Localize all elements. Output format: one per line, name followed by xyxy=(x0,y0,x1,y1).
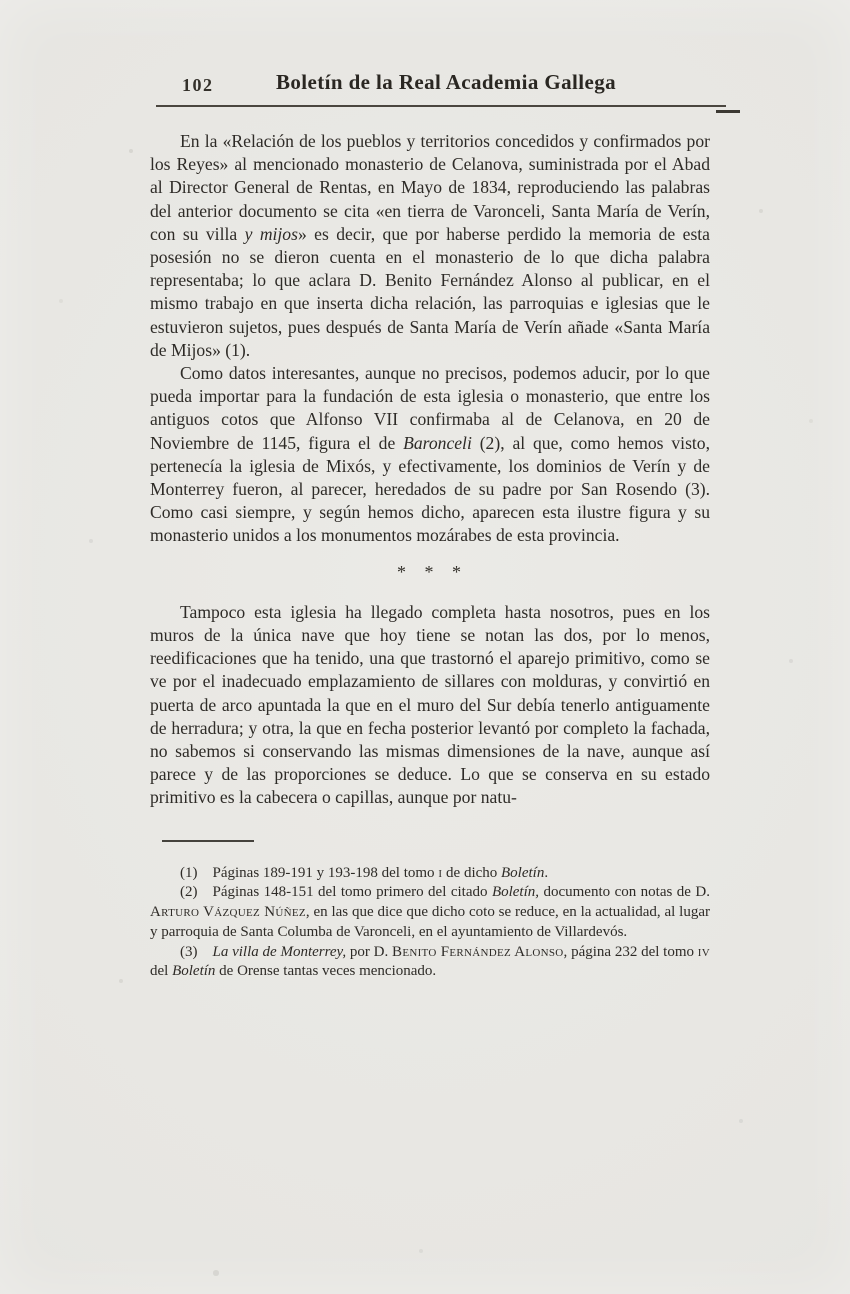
text-run: (2) Páginas 148-151 del tomo primero del citado xyxy=(180,884,492,901)
footnote xyxy=(150,943,710,982)
text-run: de Orense tantas veces mencionado. xyxy=(215,963,437,980)
text-run: , en las que dice que dicho coto se reduce, en la actualidad, al lugar y parroquia de Santa Columba de Varonceli, en el ayuntamiento de Villardevós. xyxy=(150,904,710,940)
text-run: Como datos interesantes, aunque no precisos, podemos aducir, por lo que pueda importar para la fundación de esta iglesia o monasterio, que entre los antiguos cotos que Alfonso VII confirmaba al de Celanova, en 20 de Noviembre de 1145, figura el de xyxy=(150,363,710,453)
text-run: . xyxy=(544,864,549,881)
text-run: (3) xyxy=(180,943,213,960)
footnote xyxy=(150,864,710,884)
asterisk-separator: * * * xyxy=(397,561,463,582)
text-run: y mijos xyxy=(244,223,298,244)
text-run: Arturo Vázquez Núñez xyxy=(150,904,306,921)
text-run: » es decir, que por haberse perdido la memoria de esta posesión no se dieron cuenta en el monasterio de lo que dicha palabra representaba; lo que aclara D. Benito Fernández Alonso al publicar, en el mismo trabajo en que inserta dicha relación, las parroquias e iglesias que le estuvieron sujetos, pues después de Santa María de Verín añade «Santa María de Mijos» (1). xyxy=(150,223,710,360)
text-run: del xyxy=(150,963,173,980)
text-run: La villa de Monterrey, xyxy=(212,943,347,960)
text-run: iv xyxy=(697,943,710,960)
text-run: Baronceli xyxy=(403,432,472,453)
body-text xyxy=(150,130,710,810)
text-run: documento con notas de D. xyxy=(539,884,710,901)
text-run: (2), al que, como hemos visto, pertenecía la iglesia de Mixós, y efectivamente, los dominios de Verín y de Monterrey fueron, al parecer, heredados de su padre por San Rosendo (3). Como casi siempre, y según hemos dicho, aparecen esta ilustre figura y su monasterio unidos a los monumentos mozárabes de esta provincia. xyxy=(150,432,710,546)
text-run: , página 232 del tomo xyxy=(563,943,698,960)
body-paragraph xyxy=(150,362,710,548)
footnote-rule xyxy=(162,840,254,842)
text-run: Boletín, xyxy=(491,884,540,901)
header-rule xyxy=(156,105,726,107)
body-paragraph xyxy=(150,601,710,810)
text-run: (1) Páginas 189-191 y 193-198 del tomo xyxy=(180,864,439,881)
paper-specks xyxy=(0,0,2,2)
text-run: Boletín xyxy=(172,963,216,980)
text-run: de dicho xyxy=(442,864,502,881)
footnotes-section xyxy=(150,840,710,982)
text-run: Benito Fernández Alonso xyxy=(392,943,564,960)
body-paragraph xyxy=(150,130,710,362)
text-run: i xyxy=(438,864,443,881)
text-block xyxy=(150,70,710,982)
text-run: Boletín xyxy=(501,864,545,881)
text-run: Tampoco esta iglesia ha llegado completa hasta nosotros, pues en los muros de la única nave que hoy tiene se notan las dos, por lo menos, reedificaciones que ha tenido, una que trastornó el aparejo primitivo, como se ve por el inadecuado emplazamiento de sillares con molduras, y convirtió en puerta de arco apuntada la que en el muro del Sur debía tenerlo antiguamente de herradura; y otra, la que en fecha posterior levantó por completo la fachada, no sabemos si conservando las mismas dimensiones de la nave, aunque así parece y de las proporciones se deduce. Lo que se conserva en su estado primitivo es la cabecera o capillas, aunque por natu- xyxy=(150,601,710,808)
text-run: por D. xyxy=(346,943,393,960)
footnote xyxy=(150,883,710,942)
header-rule-end-dash xyxy=(716,110,740,113)
page-number: 102 xyxy=(182,75,214,95)
journal-title: Boletín de la Real Academia Gallega xyxy=(275,70,617,94)
page-header xyxy=(150,70,710,100)
text-run: En la «Relación de los pueblos y territorios concedidos y confirmados por los Reyes» al mencionado monasterio de Celanova, suministrada por el Abad al Director General de Rentas, en Mayo de 1834, reproduciendo las palabras del anterior documento se cita «en tierra de Varonceli, Santa María de Verín, con su villa xyxy=(150,131,710,244)
